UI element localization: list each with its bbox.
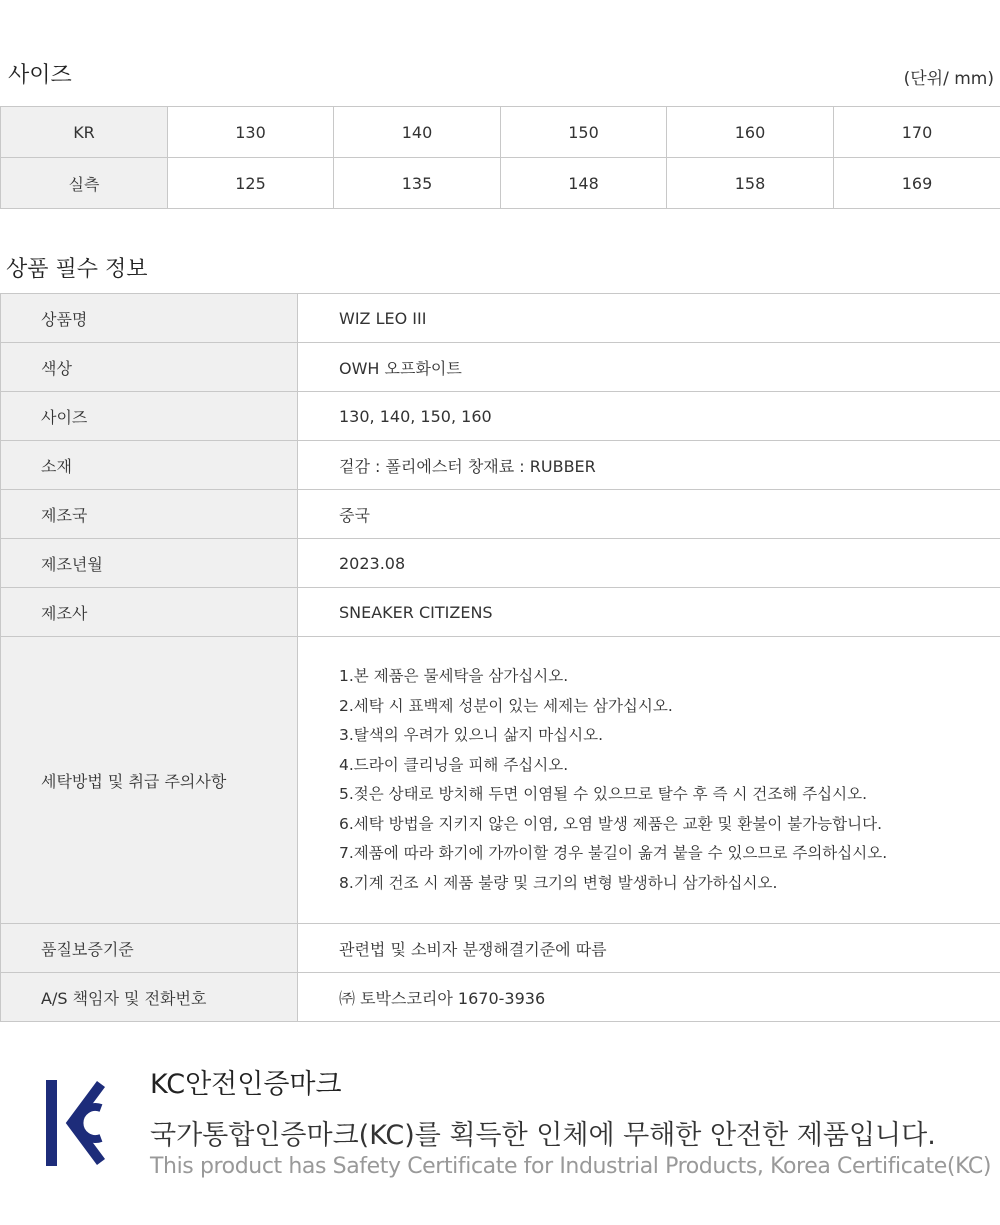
info-value: OWH 오프화이트 [298, 343, 1000, 392]
size-cell: 158 [667, 158, 834, 209]
care-item: 8.기계 건조 시 제품 불량 및 크기의 변형 발생하니 삼가하십시오. [339, 873, 778, 892]
size-cell: 135 [334, 158, 501, 209]
kc-english-description: This product has Safety Certificate for Industrial Products, Korea Certificate(KC) [150, 1154, 992, 1179]
size-row-measured [1, 158, 1000, 209]
size-row-kr [1, 107, 1000, 158]
care-list [339, 662, 1000, 898]
size-cell: 150 [501, 107, 667, 158]
care-item: 4.드라이 클리닝을 피해 주십시오. [339, 755, 569, 774]
info-value: ㈜ 토박스코리아 1670-3936 [298, 973, 1000, 1022]
info-label: A/S 책임자 및 전화번호 [1, 973, 298, 1022]
info-value: 겉감 : 폴리에스터 창재료 : RUBBER [298, 441, 1000, 490]
info-row-size [1, 392, 1000, 441]
kc-title: KC안전인증마크 [150, 1069, 342, 1100]
size-cell: 160 [667, 107, 834, 158]
size-row-label: 실측 [1, 158, 168, 209]
info-label: 품질보증기준 [1, 924, 298, 973]
product-info-table [0, 293, 1000, 1022]
info-value: WIZ LEO III [298, 294, 1000, 343]
care-item: 5.젖은 상태로 방치해 두면 이염될 수 있으므로 탈수 후 즉 시 건조해 주십시오. [339, 785, 868, 803]
info-row-material [1, 441, 1000, 490]
info-value: 2023.08 [298, 539, 1000, 588]
info-label: 제조사 [1, 588, 298, 637]
info-row-as-contact [1, 973, 1000, 1022]
info-value: SNEAKER CITIZENS [298, 588, 1000, 637]
size-cell: 170 [834, 107, 1000, 158]
size-cell: 130 [168, 107, 334, 158]
info-value: 중국 [298, 490, 1000, 539]
care-item: 3.탈색의 우려가 있으니 삶지 마십시오. [339, 726, 604, 744]
kc-description: 국가통합인증마크(KC)를 획득한 인체에 무해한 안전한 제품입니다. [150, 1120, 936, 1151]
size-cell: 140 [334, 107, 501, 158]
size-unit-label: (단위/ mm) [903, 69, 994, 89]
size-section-title: 사이즈 [8, 63, 72, 88]
info-label: 색상 [1, 343, 298, 392]
info-label: 제조국 [1, 490, 298, 539]
size-cell: 125 [168, 158, 334, 209]
info-row-product-name [1, 294, 1000, 343]
info-row-care [1, 637, 1000, 924]
info-label: 상품명 [1, 294, 298, 343]
info-value: 관련법 및 소비자 분쟁해결기준에 따름 [298, 924, 1000, 973]
info-label: 제조년월 [1, 539, 298, 588]
kc-certification-mark-icon [44, 1078, 106, 1168]
care-item: 1.본 제품은 물세탁을 삼가십시오. [339, 667, 569, 685]
care-instructions [298, 637, 1000, 924]
info-label: 사이즈 [1, 392, 298, 441]
care-item: 2.세탁 시 표백제 성분이 있는 세제는 삼가십시오. [339, 696, 673, 715]
size-row-label: KR [1, 107, 168, 158]
size-cell: 169 [834, 158, 1000, 209]
info-section-title: 상품 필수 정보 [6, 257, 148, 282]
info-row-manufacture-date [1, 539, 1000, 588]
info-label: 세탁방법 및 취급 주의사항 [1, 637, 298, 924]
info-row-color [1, 343, 1000, 392]
info-row-country [1, 490, 1000, 539]
size-cell: 148 [501, 158, 667, 209]
info-value: 130, 140, 150, 160 [298, 392, 1000, 441]
info-label: 소재 [1, 441, 298, 490]
care-item: 7.제품에 따라 화기에 가까이할 경우 불길이 옮겨 붙을 수 있으므로 주의하십시오. [339, 844, 888, 862]
care-item: 6.세탁 방법을 지키지 않은 이염, 오염 발생 제품은 교환 및 환불이 불가능합니다. [339, 814, 883, 833]
info-row-manufacturer [1, 588, 1000, 637]
size-table [0, 106, 1000, 209]
info-row-quality-standard [1, 924, 1000, 973]
